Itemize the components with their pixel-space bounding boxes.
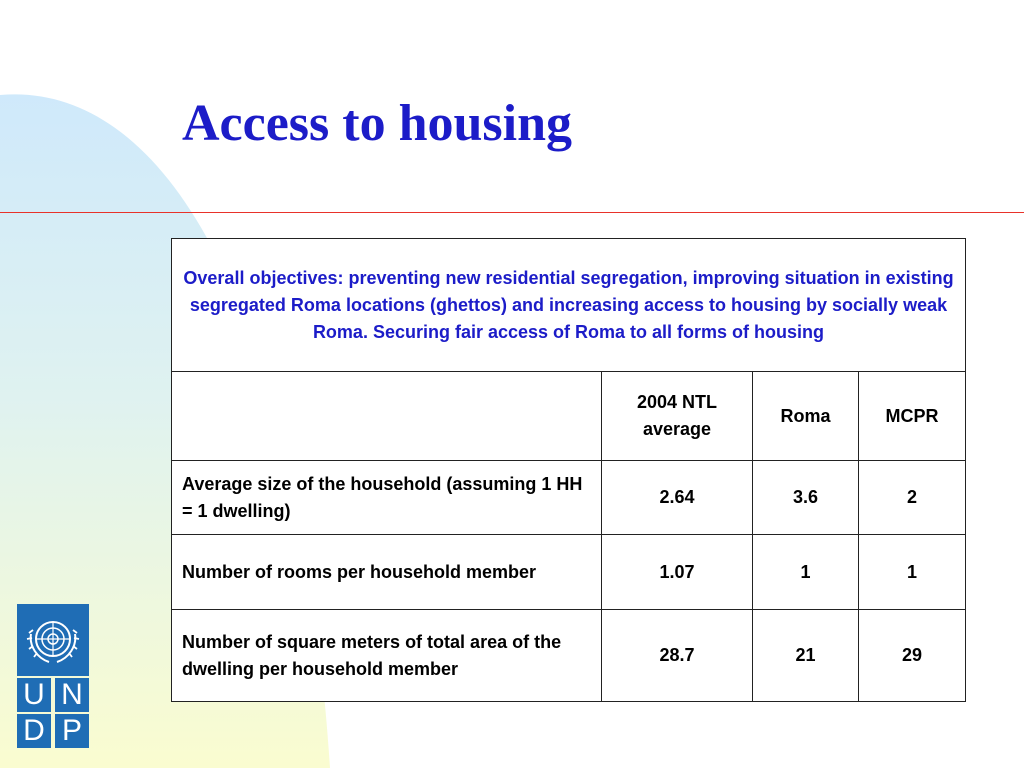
table-row [172, 461, 966, 535]
header-mcpr: MCPR [859, 372, 966, 461]
value-mcpr: 1 [859, 535, 966, 610]
value-ntl: 2.64 [602, 461, 753, 535]
table-row [172, 610, 966, 702]
objective-cell: Overall objectives: preventing new residential segregation, improving situation in existing segregated Roma locations (ghettos) and increasing access to housing by socially weak Roma. Securing fair access of Roma to all forms of housing [172, 239, 966, 372]
value-roma: 1 [753, 535, 859, 610]
un-emblem-icon [17, 604, 89, 676]
housing-table [171, 238, 966, 702]
header-row [172, 372, 966, 461]
logo-letter-p: P [55, 714, 89, 748]
row-label: Average size of the household (assuming 1 HH = 1 dwelling) [172, 461, 602, 535]
logo-letter-d: D [17, 714, 51, 748]
value-mcpr: 29 [859, 610, 966, 702]
value-mcpr: 2 [859, 461, 966, 535]
logo-letter-u: U [17, 678, 51, 712]
undp-logo [17, 604, 89, 748]
table-row [172, 535, 966, 610]
value-ntl: 28.7 [602, 610, 753, 702]
header-roma: Roma [753, 372, 859, 461]
header-ntl: 2004 NTL average [602, 372, 753, 461]
header-empty [172, 372, 602, 461]
logo-letter-n: N [55, 678, 89, 712]
value-roma: 21 [753, 610, 859, 702]
row-label: Number of rooms per household member [172, 535, 602, 610]
slide-title: Access to housing [182, 95, 573, 152]
title-divider [0, 212, 1024, 213]
value-roma: 3.6 [753, 461, 859, 535]
value-ntl: 1.07 [602, 535, 753, 610]
row-label: Number of square meters of total area of the dwelling per household member [172, 610, 602, 702]
